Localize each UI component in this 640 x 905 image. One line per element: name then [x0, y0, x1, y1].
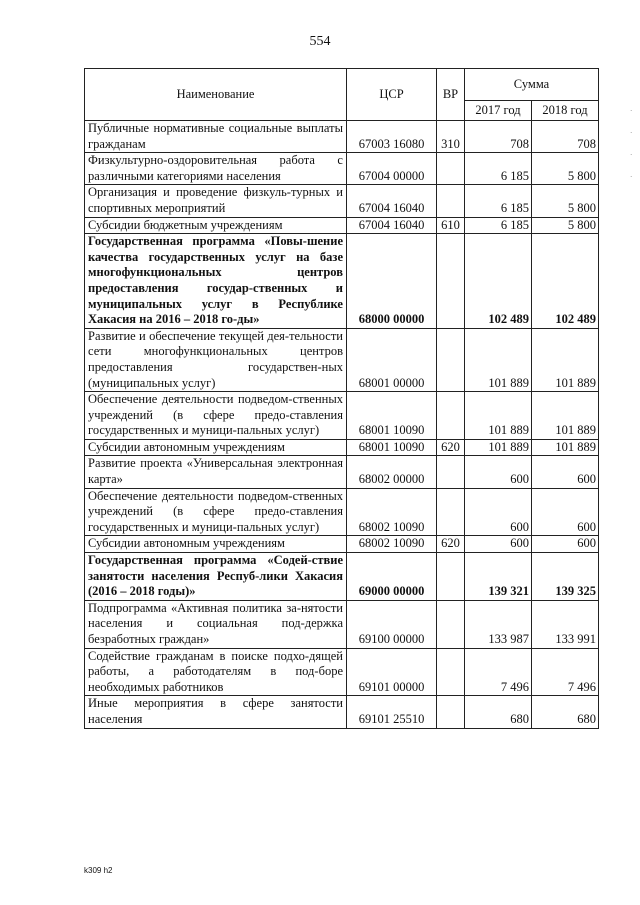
row-name: Субсидии автономным учреждениям — [85, 439, 347, 456]
header-name: Наименование — [85, 69, 347, 121]
row-name: Организация и проведение физкуль-турных и спортивных мероприятий — [85, 185, 347, 217]
table-row — [85, 392, 599, 440]
header-sum: Сумма — [465, 69, 599, 101]
row-value-2018: 133 991 — [532, 600, 599, 648]
row-vr — [437, 234, 465, 329]
row-value-2017: 600 — [465, 456, 532, 488]
table-row — [85, 536, 599, 553]
table-row — [85, 328, 599, 391]
row-value-2018: 5 800 — [532, 217, 599, 234]
row-csr: 69000 00000 — [347, 553, 437, 601]
row-name: Физкультурно-оздоровительная работа с различными категориями населения — [85, 153, 347, 185]
table-row — [85, 234, 599, 329]
table-row — [85, 456, 599, 488]
row-csr: 68002 10090 — [347, 488, 437, 536]
row-vr — [437, 648, 465, 696]
table-row — [85, 553, 599, 601]
row-value-2017: 102 489 — [465, 234, 532, 329]
row-vr: 310 — [437, 121, 465, 153]
row-value-2017: 6 185 — [465, 217, 532, 234]
row-value-2017: 101 889 — [465, 439, 532, 456]
row-csr: 68002 10090 — [347, 536, 437, 553]
row-csr: 68001 00000 — [347, 328, 437, 391]
row-name: Государственная программа «Содей-ствие занятости населения Респуб-лики Хакасия (2016 – 2018 годы)» — [85, 553, 347, 601]
row-vr — [437, 696, 465, 728]
row-vr — [437, 153, 465, 185]
row-csr: 68001 10090 — [347, 392, 437, 440]
row-csr: 69100 00000 — [347, 600, 437, 648]
row-name: Развитие и обеспечение текущей дея-тельности сети многофункциональных центров предоставления государствен-ных (муниципальных услуг) — [85, 328, 347, 391]
row-value-2017: 708 — [465, 121, 532, 153]
row-vr: 620 — [437, 439, 465, 456]
row-csr: 69101 25510 — [347, 696, 437, 728]
header-vr: ВР — [437, 69, 465, 121]
row-vr — [437, 488, 465, 536]
row-value-2018: 680 — [532, 696, 599, 728]
row-vr — [437, 600, 465, 648]
row-name: Обеспечение деятельности подведом-ственных учреждений (в сфере предо-ставления государственных и муници-пальных услуг) — [85, 392, 347, 440]
table-row — [85, 153, 599, 185]
row-vr: 620 — [437, 536, 465, 553]
row-value-2018: 101 889 — [532, 392, 599, 440]
row-csr: 68000 00000 — [347, 234, 437, 329]
row-name: Субсидии автономным учреждениям — [85, 536, 347, 553]
row-name: Развитие проекта «Универсальная электронная карта» — [85, 456, 347, 488]
row-value-2018: 7 496 — [532, 648, 599, 696]
header-year-2017: 2017 год — [465, 101, 532, 121]
row-vr — [437, 328, 465, 391]
header-row — [85, 69, 599, 101]
table-row — [85, 185, 599, 217]
table-row — [85, 600, 599, 648]
table-row — [85, 121, 599, 153]
row-value-2018: 600 — [532, 488, 599, 536]
page-number: 554 — [309, 34, 331, 49]
footer-code: k309 h2 — [84, 866, 113, 875]
row-value-2017: 139 321 — [465, 553, 532, 601]
row-value-2018: 101 889 — [532, 439, 599, 456]
row-name: Государственная программа «Повы-шение качества государственных услуг на базе многофункциональных центров предоставления государ-ственных и муниципальных услуг в Республике Хакасия на 2016 – 2018 го-ды» — [85, 234, 347, 329]
row-value-2017: 680 — [465, 696, 532, 728]
table-row — [85, 217, 599, 234]
row-csr: 67004 16040 — [347, 217, 437, 234]
row-value-2017: 6 185 — [465, 153, 532, 185]
row-name: Субсидии бюджетным учреждениям — [85, 217, 347, 234]
row-csr: 67004 16040 — [347, 185, 437, 217]
row-value-2017: 600 — [465, 488, 532, 536]
row-value-2018: 5 800 — [532, 153, 599, 185]
row-value-2018: 139 325 — [532, 553, 599, 601]
row-csr: 68001 10090 — [347, 439, 437, 456]
row-csr: 69101 00000 — [347, 648, 437, 696]
row-value-2018: 101 889 — [532, 328, 599, 391]
row-vr — [437, 185, 465, 217]
row-csr: 67004 00000 — [347, 153, 437, 185]
row-value-2018: 102 489 — [532, 234, 599, 329]
table-row — [85, 648, 599, 696]
row-vr — [437, 456, 465, 488]
table-row — [85, 439, 599, 456]
row-value-2018: 5 800 — [532, 185, 599, 217]
row-value-2017: 7 496 — [465, 648, 532, 696]
row-vr — [437, 553, 465, 601]
row-csr: 67003 16080 — [347, 121, 437, 153]
margin-marks: · · · · — [630, 107, 633, 181]
row-name: Содействие гражданам в поиске подхо-дящей работы, а работодателям в под-боре необходимых работников — [85, 648, 347, 696]
table-body — [85, 121, 599, 729]
row-name: Обеспечение деятельности подведом-ственных учреждений (в сфере предо-ставления государственных и муници-пальных услуг) — [85, 488, 347, 536]
row-vr — [437, 392, 465, 440]
row-value-2017: 101 889 — [465, 392, 532, 440]
row-value-2017: 600 — [465, 536, 532, 553]
row-name: Публичные нормативные социальные выплаты гражданам — [85, 121, 347, 153]
row-value-2018: 600 — [532, 456, 599, 488]
row-csr: 68002 00000 — [347, 456, 437, 488]
row-value-2018: 708 — [532, 121, 599, 153]
table-row — [85, 488, 599, 536]
header-csr: ЦСР — [347, 69, 437, 121]
row-name: Подпрограмма «Активная политика за-нятости населения и социальная под-держка безработных граждан» — [85, 600, 347, 648]
row-name: Иные мероприятия в сфере занятости населения — [85, 696, 347, 728]
row-value-2017: 133 987 — [465, 600, 532, 648]
budget-table — [84, 68, 599, 729]
row-vr: 610 — [437, 217, 465, 234]
row-value-2017: 6 185 — [465, 185, 532, 217]
header-year-2018: 2018 год — [532, 101, 599, 121]
row-value-2017: 101 889 — [465, 328, 532, 391]
row-value-2018: 600 — [532, 536, 599, 553]
table-row — [85, 696, 599, 728]
